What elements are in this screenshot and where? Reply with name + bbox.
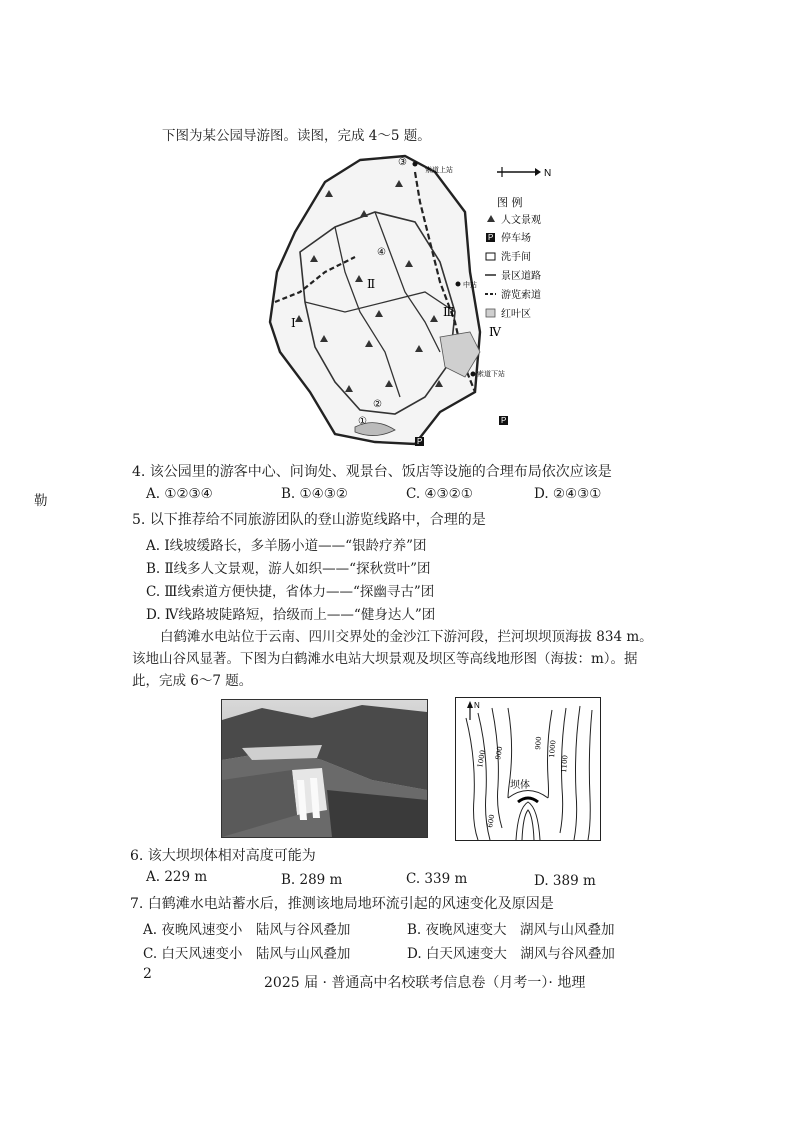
q5-option-c: C. Ⅲ线索道方便快捷，省体力——“探幽寻古”团: [146, 584, 435, 600]
contour-label-1000-left: 1000: [476, 749, 488, 769]
contour-label-600: 600: [486, 813, 497, 829]
q7-option-a: A. 夜晚风速变小 陆风与谷风叠加: [143, 922, 351, 938]
parking-symbol: P: [417, 437, 423, 446]
q5-option-a: A. Ⅰ线坡缓路长，多羊肠小道——“银龄疗养”团: [146, 538, 427, 554]
line-label-2: Ⅱ: [367, 277, 376, 291]
line-label-1: Ⅰ: [291, 316, 296, 330]
q6-option-d: D. 389 m: [534, 873, 596, 889]
park-tour-map: [265, 152, 570, 452]
legend-road: 景区道路: [501, 271, 541, 282]
restroom-icon: [486, 253, 495, 260]
north-label: N: [544, 168, 552, 179]
q4-option-c: C. ④③②①: [406, 486, 473, 502]
contour-label-1100: 1100: [560, 754, 570, 774]
q4-option-b: B. ①④③②: [281, 486, 348, 502]
q7-option-b: B. 夜晚风速变大 湖风与山风叠加: [407, 922, 615, 938]
contour-map: [455, 697, 601, 841]
point-3: ③: [398, 157, 407, 168]
cultural-site-icon: [487, 215, 495, 222]
contour-label-900-right: 900: [534, 736, 544, 751]
upper-station-label: 索道上站: [425, 166, 453, 174]
question-6-stem: 6. 该大坝坝体相对高度可能为: [130, 848, 316, 864]
intro-text-6-7: 白鹤滩水电站位于云南、四川交界处的金沙江下游河段，拦河坝坝顶海拔 834 m。该地山谷风显著。下图为白鹤滩水电站大坝景观及坝区等高线地形图（海拔：m）。据此，完成 6～7 题。: [132, 629, 653, 689]
contour-label-1000-right: 1000: [548, 739, 558, 759]
middle-station-label: 中站: [463, 281, 477, 289]
q7-option-d: D. 白天风速变大 湖风与谷风叠加: [407, 946, 615, 962]
line-label-4: Ⅳ: [489, 325, 501, 339]
red-leaf-icon: [486, 309, 495, 317]
q4-option-d: D. ②④③①: [534, 486, 602, 502]
svg-text:P: P: [488, 233, 494, 242]
side-mark: 勒: [34, 493, 48, 509]
contour-map-figure: [456, 698, 600, 840]
question-5-stem: 5. 以下推荐给不同旅游团队的登山游览线路中，合理的是: [132, 512, 486, 528]
contour-label-900-left: 900: [494, 745, 505, 761]
q5-option-d: D. Ⅳ线路坡陡路短，拾级而上——“健身达人”团: [146, 607, 436, 623]
question-7-stem: 7. 白鹤滩水电站蓄水后，推测该地局地环流引起的风速变化及原因是: [130, 896, 554, 912]
legend-cableway: 游览索道: [501, 290, 541, 301]
legend-parking: 停车场: [501, 233, 531, 244]
park-map-figure: [265, 152, 570, 452]
point-1: ①: [358, 416, 367, 427]
legend-title: 图 例: [497, 196, 523, 209]
legend-red-leaf: 红叶区: [501, 309, 531, 320]
dam-photo-illustration: [222, 700, 427, 837]
intro-text-4-5: 下图为某公园导游图。读图，完成 4～5 题。: [162, 128, 431, 144]
page-number: 2: [143, 966, 152, 982]
parking-symbol: P: [501, 416, 507, 425]
point-4: ④: [377, 247, 386, 258]
legend-cultural: 人文景观: [501, 215, 541, 226]
dam-label: 坝体: [510, 780, 530, 791]
lower-station-label: 索道下站: [477, 370, 505, 378]
q6-option-c: C. 339 m: [406, 871, 468, 887]
q6-option-b: B. 289 m: [281, 872, 343, 888]
north-label: N: [474, 701, 480, 710]
q5-option-b: B. Ⅱ线多人文景观，游人如织——“探秋赏叶”团: [146, 561, 431, 577]
q6-option-a: A. 229 m: [146, 869, 208, 885]
line-label-3: Ⅲ: [443, 305, 455, 319]
dam-photo: [221, 699, 428, 838]
q7-option-c: C. 白天风速变小 陆风与山风叠加: [143, 946, 351, 962]
question-4-stem: 4. 该公园里的游客中心、问询处、观景台、饭店等设施的合理布局依次应该是: [132, 464, 612, 480]
q4-option-a: A. ①②③④: [146, 486, 213, 502]
legend-restroom: 洗手间: [501, 252, 531, 263]
footer-title: 2025 届 · 普通高中名校联考信息卷（月考一）· 地理: [264, 975, 586, 991]
point-2: ②: [373, 399, 382, 410]
